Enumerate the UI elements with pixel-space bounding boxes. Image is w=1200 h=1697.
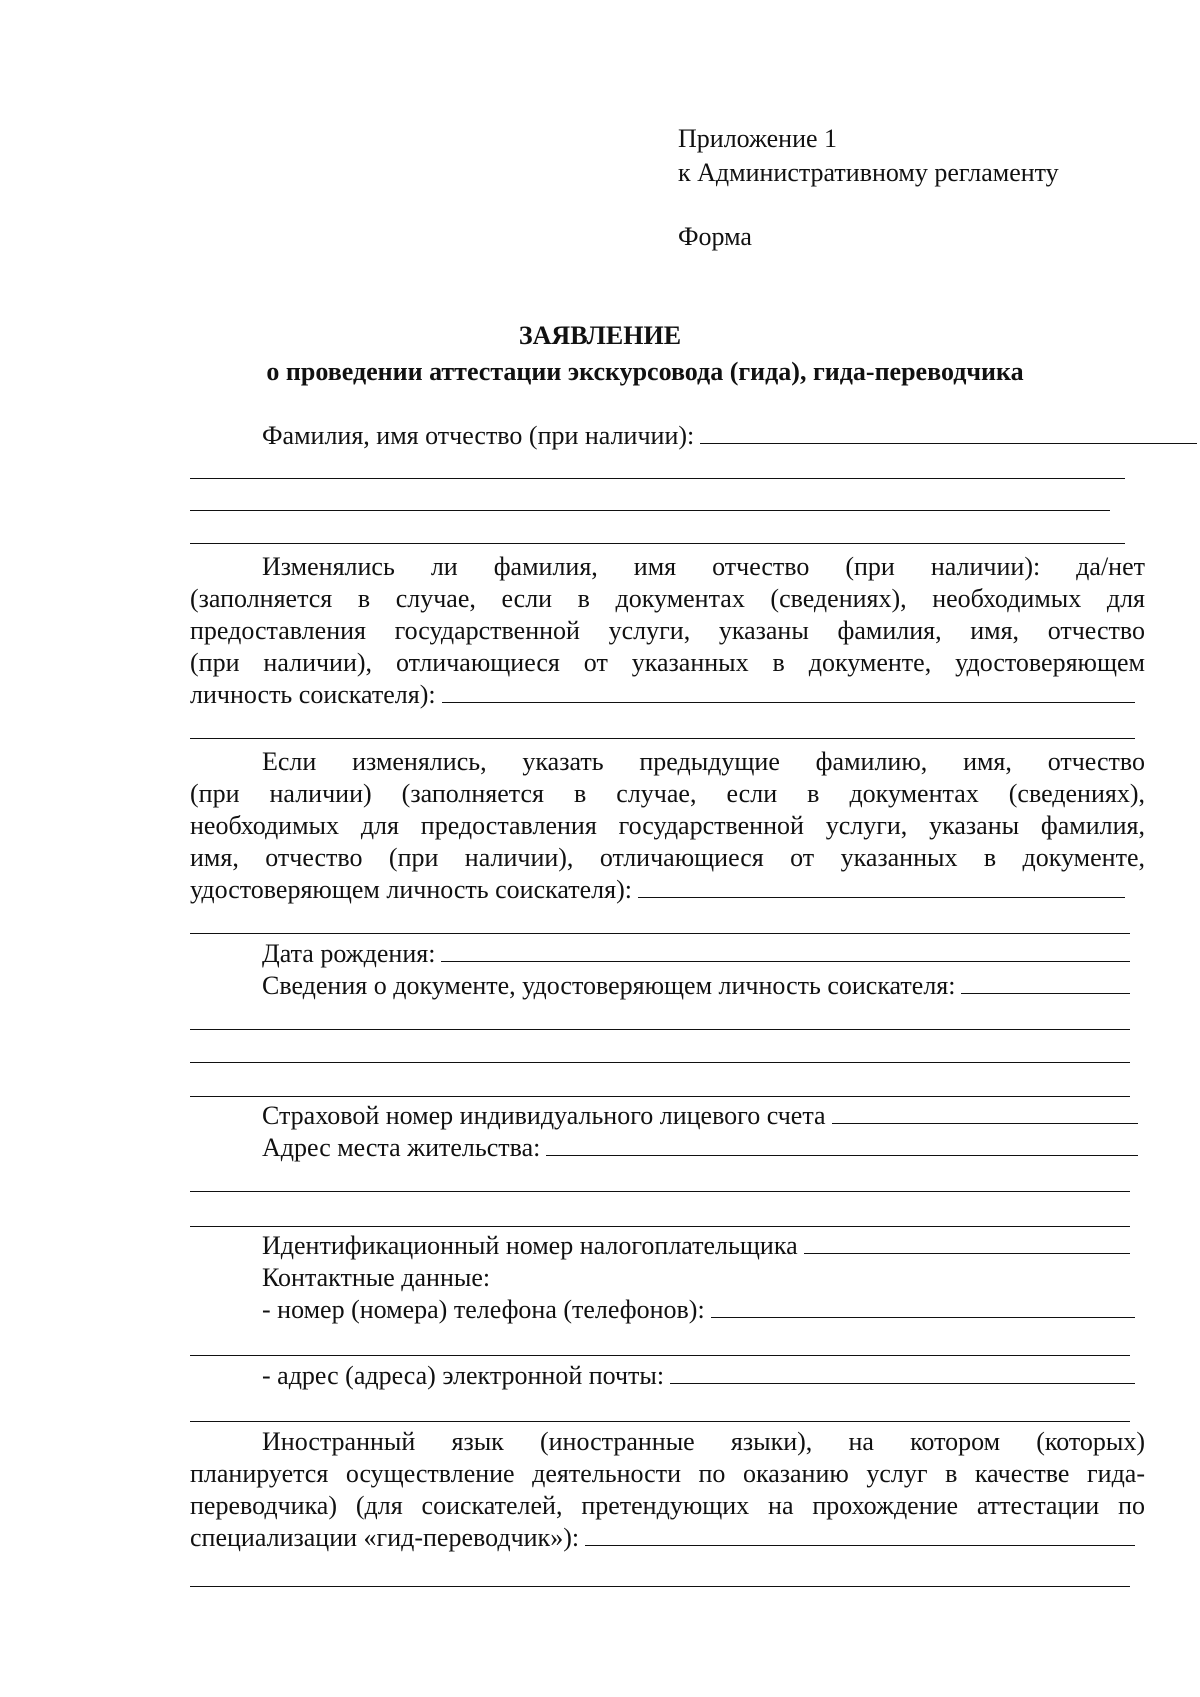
field-identity-doc-line-4[interactable]	[190, 1096, 1130, 1097]
field-language-last	[190, 1522, 1135, 1554]
field-fio-line-3[interactable]	[190, 510, 1110, 511]
field-fio-label: Фамилия, имя отчество (при наличии):	[262, 421, 695, 450]
field-address-input[interactable]	[546, 1133, 1138, 1156]
field-contacts-label: Контактные данные:	[262, 1263, 491, 1292]
field-email-label: - адрес (адреса) электронной почты:	[262, 1361, 665, 1390]
field-language-text-3: переводчика) (для соискателей, претендующих на прохождение аттестации по	[190, 1491, 1145, 1520]
field-phone	[190, 1294, 1135, 1326]
field-inn-label: Идентификационный номер налогоплательщика	[262, 1231, 798, 1260]
field-snils-label: Страховой номер индивидуального лицевого счета	[262, 1101, 826, 1130]
field-phone-label: - номер (номера) телефона (телефонов):	[262, 1295, 705, 1324]
field-inn-input[interactable]	[804, 1231, 1130, 1254]
field-fio-input[interactable]	[700, 421, 1197, 444]
field-previous-input[interactable]	[638, 875, 1125, 898]
field-identity-doc-line-2[interactable]	[190, 1029, 1130, 1030]
field-email-line-2[interactable]	[190, 1421, 1130, 1422]
field-address-line-3[interactable]	[190, 1226, 1130, 1227]
field-fio	[190, 420, 1197, 452]
field-address	[190, 1132, 1138, 1164]
field-previous-text-4: имя, отчество (при наличии), отличающиеся от указанных в документе,	[190, 843, 1145, 872]
field-identity-doc-input[interactable]	[961, 971, 1130, 994]
field-identity-doc	[190, 970, 1130, 1002]
field-previous-text-1: Если изменялись, указать предыдущие фамилию, имя, отчество	[262, 747, 1145, 776]
field-birth-date	[190, 938, 1130, 970]
field-identity-doc-label: Сведения о документе, удостоверяющем личность соискателя:	[262, 971, 956, 1000]
field-language-input[interactable]	[585, 1523, 1135, 1546]
document-title	[0, 318, 1200, 390]
field-address-line-2[interactable]	[190, 1191, 1130, 1192]
field-birth-date-label: Дата рождения:	[262, 939, 436, 968]
field-snils-input[interactable]	[832, 1101, 1138, 1124]
field-previous-last	[190, 874, 1125, 906]
field-previous-text-5: удостоверяющем личность соискателя):	[190, 875, 632, 904]
field-fio-line-2[interactable]	[190, 478, 1125, 479]
appendix-regulation: к Административному регламенту	[678, 158, 1059, 187]
form-label: Форма	[678, 222, 752, 251]
field-changed-line-2[interactable]	[190, 738, 1135, 739]
field-language-line-2[interactable]	[190, 1586, 1130, 1587]
field-email	[190, 1360, 1135, 1392]
field-email-input[interactable]	[670, 1361, 1135, 1384]
field-previous-line-2[interactable]	[190, 933, 1130, 934]
field-snils	[190, 1100, 1138, 1132]
field-language-text-1: Иностранный язык (иностранные языки), на котором (которых)	[262, 1427, 1145, 1456]
field-address-label: Адрес места жительства:	[262, 1133, 541, 1162]
field-changed-text-2: (заполняется в случае, если в документах (сведениях), необходимых для	[190, 584, 1145, 613]
field-birth-date-input[interactable]	[441, 939, 1130, 962]
field-changed-text-3: предоставления государственной услуги, указаны фамилия, имя, отчество	[190, 616, 1145, 645]
field-fio-line-4[interactable]	[190, 543, 1125, 544]
appendix-header	[678, 122, 1059, 254]
field-changed-input[interactable]	[442, 680, 1135, 703]
field-phone-line-2[interactable]	[190, 1355, 1130, 1356]
field-inn	[190, 1230, 1130, 1262]
field-language-text-2: планируется осуществление деятельности по оказанию услуг в качестве гида-	[190, 1459, 1145, 1488]
field-language-text-4: специализации «гид-переводчик»):	[190, 1523, 580, 1552]
title-main: ЗАЯВЛЕНИЕ	[518, 321, 682, 350]
field-previous-text-2: (при наличии) (заполняется в случае, если в документах (сведениях),	[190, 779, 1145, 808]
field-phone-input[interactable]	[711, 1295, 1135, 1318]
field-previous-text-3: необходимых для предоставления государственной услуги, указаны фамилия,	[190, 811, 1145, 840]
title-subtitle: о проведении аттестации экскурсовода (гида), гида-переводчика	[266, 357, 1024, 386]
field-changed-last	[190, 679, 1135, 711]
field-changed-text-1: Изменялись ли фамилия, имя отчество (при наличии): да/нет	[262, 552, 1145, 581]
field-changed-text-4: (при наличии), отличающиеся от указанных в документе, удостоверяющем	[190, 648, 1145, 677]
field-identity-doc-line-3[interactable]	[190, 1062, 1130, 1063]
field-changed-text-5: личность соискателя):	[190, 680, 436, 709]
appendix-number: Приложение 1	[678, 124, 838, 153]
